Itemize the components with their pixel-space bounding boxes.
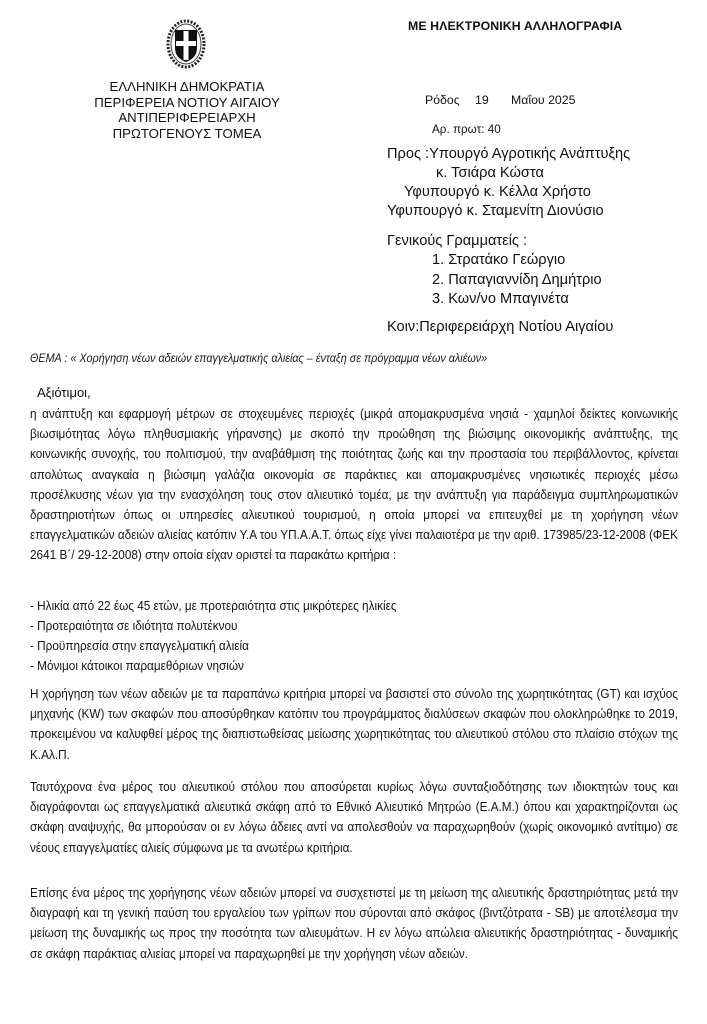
paragraph-text: Η χορήγηση των νέων αδειών με τα παραπάνω κριτήρια μπορεί να βασιστεί στο σύνολο της χωρητικότητας (GT) και ισχύος μηχανής (KW) των σκαφών που αποσύρθηκαν κατόπιν του προγράμματος διαλύσεων σκαφών που ολοκληρώθηκε το 2019, προκειμένου να καλυφθεί μέρος της διαπιστωθείσας μείωσης χωρητικότητας του αλιευτικού στόλου στο πλαίσιο στόχων της Κ.Αλ.Π. (30, 686, 678, 762)
criteria-item: - Προϋπηρεσία στην επαγγελματική αλιεία (30, 638, 249, 653)
greek-coat-of-arms-icon (166, 18, 206, 70)
secretaries-block (387, 232, 602, 310)
issuer-line: ΠΕΡΙΦΕΡΕΙΑ ΝΟΤΙΟΥ ΑΙΓΑΙΟΥ (94, 94, 280, 110)
recipients-block (387, 145, 630, 221)
secretary-item: 2. Παπαγιαννίδη Δημήτριο (432, 271, 602, 288)
secretaries-label: Γενικούς Γραμματείς : (387, 233, 528, 249)
recipient-line: Υφυπουργό κ. Σταμενίτη Διονύσιο (387, 203, 604, 219)
issuer-line: ΠΡΩΤΟΓΕΝΟΥΣ ΤΟΜΕΑ (112, 125, 262, 141)
date-place: Ρόδος (425, 93, 460, 107)
subject-line: ΘΕΜΑ : « Χορήγηση νέων αδειών επαγγελματικής αλιείας – ένταξη σε πρόγραμμα νέων αλιέων» (30, 352, 488, 365)
secretary-item: 1. Στρατάκο Γεώργιο (432, 252, 566, 269)
date-day: 19 (475, 93, 489, 107)
document-date (425, 93, 575, 107)
delivery-method: ΜΕ ΗΛΕΚΤΡΟΝΙΚΗ ΑΛΛΗΛΟΓΡΑΦΙΑ (408, 19, 623, 33)
issuer-line: ΕΛΛΗΝΙΚΗ ΔΗΜΟΚΡΑΤΙΑ (109, 79, 265, 94)
body-paragraph-3 (30, 777, 678, 858)
date-month-year: Μαΐου 2025 (511, 93, 576, 107)
paragraph-text: η ανάπτυξη και εφαρμογή μέτρων σε στοχευμένες περιοχές (μικρά απομακρυσμένα νησιά - χαμηλοί δείκτες κοινωνικής βιωσιμότητας λόγω πληθυσμιακής γήρανσης) με σκοπό την προώθηση της βιώσιμης οικονομικής ανάπτυξης, της κοινωνικής συνοχής, του πολιτισμού, την αναβάθμιση της ποιότητας ζωής και την προστασία του περιβάλλοντος, κρίνεται απολύτως αναγκαία η βιώσιμη γαλάζια οικονομία σε παράκτιες και απομακρυσμένες νησιωτικές περιοχές μέσω προσέλκυσης νέων για την ενασχόληση τους στον αλιευτικό τομέα, με την ανάπτυξη για παράδειγμα συμπληρωματικών δραστηριοτήτων όπως οι υπηρεσίες αλιευτικού τουρισμού, η οποία μπορεί να επιτευχθεί με τη χορήγηση νέων επαγγελματικών αδειών αλιείας κατόπιν Υ.Α του ΥΠ.Α.Α.Τ. όπως είχε γίνει παλαιοτέρα με την αριθ. 173985/23-12-2008 (ΦΕΚ 2641 Β΄/ 29-12-2008) στην οποία είχαν οριστεί τα παρακάτω κριτήρια : (30, 406, 678, 563)
recipient-line: Υφυπουργό κ. Κέλλα Χρήστο (404, 184, 591, 200)
criteria-list (30, 596, 707, 676)
paragraph-text: Ταυτόχρονα ένα μέρος του αλιευτικού στόλου που αποσύρεται κυρίως λόγω συνταξιοδότησης των ιδιοκτητών τους και διαγράφονται ως επαγγελματικά αλιευτικά σκάφη από το Εθνικό Αλιευτικό Μητρώο (Ε.Α.Μ.) όπου και χαρακτηρίζονται ως σκάφη αναψυχής, θα μπορούσαν οι εν λόγω άδειες αντί να απολεσθούν να παραχωρηθούν (χωρίς οικονομικό αντίτιμο) σε νέους επαγγελματίες αλιείς σύμφωνα με τα ανωτέρω κριτήρια. (30, 779, 678, 855)
issuer-block (72, 79, 302, 141)
criteria-item: - Προτεραιότητα σε ιδιότητα πολυτέκνου (30, 618, 238, 633)
secretary-item: 3. Κων/νο Μπαγινέτα (432, 291, 569, 308)
issuer-line: ΑΝΤΙΠΕΡΙΦΕΡΕΙΑΡΧΗ (118, 110, 256, 125)
protocol-number: Αρ. πρωτ: 40 (432, 123, 501, 136)
body-paragraph-4 (30, 883, 678, 964)
recipient-line: κ. Τσιάρα Κώστα (436, 165, 544, 181)
paragraph-text: Επίσης ένα μέρος της χορήγησης νέων αδειών μπορεί να συσχετιστεί με τη μείωση της αλιευτικής δραστηριότητας μετά την διαγραφή και τη γενική παύση του εργαλείου των γρίπων που σύρονται από σκάφος (βιντζότρατα - SB) με αποτέλεσμα την μείωση της δυναμικής ως προς την ποσότητα των αλιευμάτων. Η εν λόγω απώλεια αλιευτικής δραστηριότητας - δυναμικής σε σκάφη παράκτιας αλιείας μπορεί να παραχωρηθεί με την χορήγηση νέων αδειών. (30, 885, 678, 961)
criteria-item: - Μόνιμοι κάτοικοι παραμεθόριων νησιών (30, 658, 244, 673)
criteria-item: - Ηλικία από 22 έως 45 ετών, με προτεραιότητα στις μικρότερες ηλικίες (30, 598, 397, 613)
greeting: Αξιότιμοι, (37, 385, 91, 400)
cc-line: Κοιν:Περιφερειάρχη Νοτίου Αιγαίου (387, 319, 614, 335)
body-paragraph-2 (30, 684, 678, 765)
body-paragraph-1 (30, 404, 678, 566)
recipient-line: Προς :Υπουργό Αγροτικής Ανάπτυξης (387, 146, 631, 162)
